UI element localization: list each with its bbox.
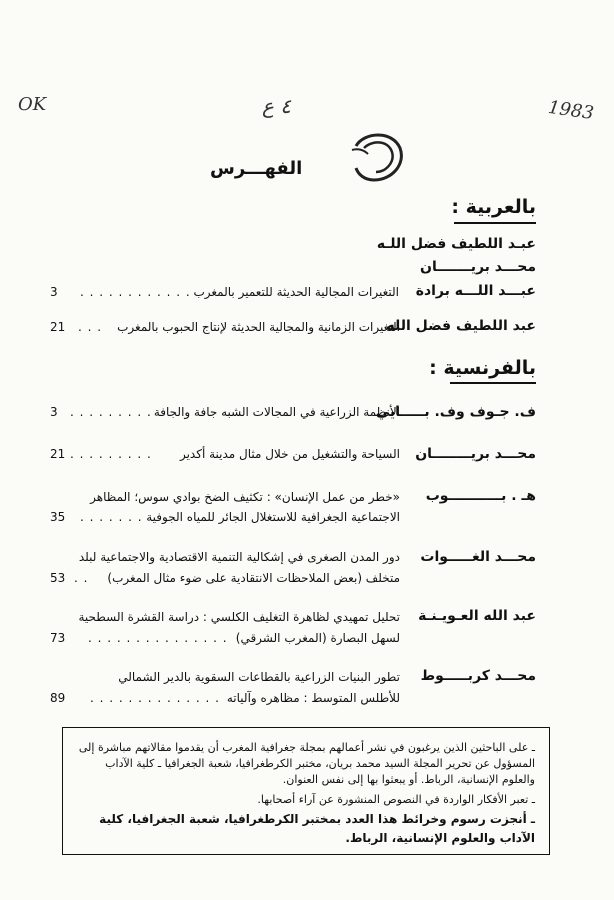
entry-title-line2: الاجتماعية الجغرافية للاستغلال الجائر للمياه الجوفية: [146, 510, 400, 524]
entry-author: عبد اللطيف فضل الله: [386, 318, 536, 334]
page-number: 73: [50, 631, 66, 645]
page-number: 21: [50, 447, 66, 461]
leader-dots: . . . . . . .: [80, 510, 143, 524]
handwritten-year: 1983: [546, 96, 596, 125]
handwritten-ok: OK: [18, 94, 47, 115]
section-underline-french: [450, 382, 536, 384]
page-number: 35: [50, 510, 66, 524]
notes-box: [62, 727, 550, 855]
entry-author: محـــد كربـــــوط: [420, 668, 536, 684]
page-title: الفهـــرس: [210, 158, 303, 179]
entry-title: دور المدن الصغرى في إشكالية التنمية الاقتصادية والاجتماعية لبلد: [78, 550, 400, 564]
leader-dots: . . . . . . . . .: [70, 405, 152, 419]
leader-dots: . . .: [78, 320, 103, 334]
entry-title-line2: للأطلس المتوسط : مظاهره وآلياته: [226, 691, 400, 705]
leader-dots: . . . . . . . . .: [70, 447, 152, 461]
note-opinions: ـ تعبر الأفكار الواردة في النصوص المنشورة عن آراء أصحابها.: [257, 793, 535, 806]
entry-title-line2: لسهل البصارة (المغرب الشرقي): [235, 631, 400, 645]
leader-dots: . . . . . . . . . . . . . . .: [88, 631, 228, 645]
note-submission: ـ على الباحثين الذين يرغبون في نشر أعمالهم بمجلة جغرافية المغرب أن يقدموا مقالاتهم مباشرة إلى المسؤول عن تحرير المجلة السيد محمد بريان، مختبر الكرطغرافيا، شعبة الجغرافيا ـ كلية الآداب والعلوم الإنسانية، الرباط. أو يبعثوا بها إلى نفس العنوان.: [78, 741, 535, 786]
leader-dots: . . . . . . . . . . . . . .: [90, 691, 220, 705]
entry-title: تحليل تمهيدي لظاهرة التغليف الكلسي : دراسة القشرة السطحية: [78, 610, 400, 624]
entry-author: هـ . بـــــــــــوب: [425, 488, 536, 504]
note-maps: ـ أنجزت رسوم وخرائط هذا العدد بمختبر الكرطغرافيا، شعبة الجغرافيا، كلية الآداب والعلوم الإنسانية، الرباط.: [99, 812, 535, 845]
entry-author: عبد الله العـويـنـة: [418, 608, 536, 624]
author-line: محـــد بريـــــــان: [420, 259, 536, 275]
entry-title: تطور البنيات الزراعية بالقطاعات السقوية بالدير الشمالي: [118, 670, 400, 684]
page-number: 3: [50, 405, 58, 419]
section-heading-french: بالفرنسية :: [429, 357, 536, 379]
entry-author: محـــد الغـــــوات: [420, 549, 536, 565]
leader-dots: . . . . . . . . . . . .: [80, 285, 191, 299]
section-heading-arabic: بالعربية :: [451, 196, 536, 218]
page-number: 3: [50, 285, 58, 299]
page-number: 21: [50, 320, 66, 334]
entry-author: محـــد بريــــــــان: [415, 446, 536, 462]
stamp-mark: [342, 128, 412, 188]
entry-title-line2: متخلف (بعض الملاحظات الانتقادية على ضوء مثال المغرب): [107, 571, 400, 585]
section-underline-arabic: [454, 222, 536, 224]
entry-author: ف. جـوف وف. بـــــايي: [375, 404, 536, 420]
entry-title: التغيرات المجالية الحديثة للتعمير بالمغرب: [193, 285, 399, 299]
author-line: عبـد اللطيف فضل اللـه: [376, 236, 536, 252]
entry-title: السياحة والتشغيل من خلال مثال مدينة أكدير: [179, 447, 400, 461]
page-number: 89: [50, 691, 66, 705]
handwritten-number: ٤ ع: [262, 94, 292, 118]
author-line: عبـــد اللـــه برادة: [415, 283, 536, 299]
entry-title: التغيرات الزمانية والمجالية الحديثة لإنتاج الحبوب بالمغرب: [117, 320, 400, 334]
leader-dots: . .: [74, 571, 89, 585]
page-number: 53: [50, 571, 66, 585]
entry-title: الأنظمة الزراعية في المجالات الشبه جافة والجافة: [153, 405, 400, 419]
entry-title: «خطر من عمل الإنسان» : تكثيف الضخ بوادي سوس؛ المظاهر: [90, 490, 400, 504]
